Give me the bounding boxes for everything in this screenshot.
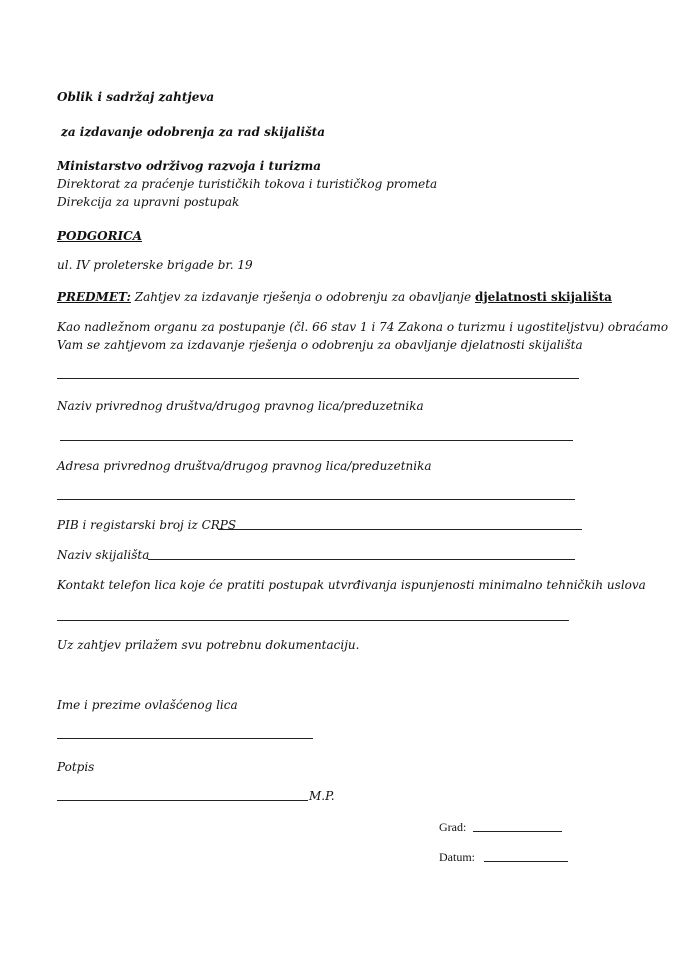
subject-label: PREDMET: xyxy=(57,290,131,304)
ski-resort-label: Naziv skijališta xyxy=(57,548,150,562)
pib-field[interactable] xyxy=(218,529,582,530)
form-title: Oblik i sadržaj zahtjeva xyxy=(57,90,215,104)
contact-label: Kontakt telefon lica koje će pratiti postupak utvrđivanja ispunjenosti minimalno tehničkih uslova xyxy=(57,578,646,592)
date-label: Datum: xyxy=(439,850,475,864)
ministry-name: Ministarstvo održivog razvoja i turizma xyxy=(57,159,321,173)
directorate-name: Direktorat za praćenje turističkih tokova i turističkog prometa xyxy=(57,177,438,191)
company-address-field[interactable] xyxy=(57,499,575,500)
street-address: ul. IV proleterske brigade br. 19 xyxy=(57,258,253,272)
intro-line-1: Kao nadležnom organu za postupanje (čl. 66 stav 1 i 74 Zakona o turizmu i ugostiteljstvu) obraćamo xyxy=(57,320,669,334)
department-name: Direkcija za upravni postupak xyxy=(57,195,240,209)
signature-field[interactable] xyxy=(57,800,308,801)
subject-emphasis: djelatnosti skijališta xyxy=(474,290,612,304)
city-field[interactable] xyxy=(473,831,562,832)
signature-label: Potpis xyxy=(57,760,95,774)
ski-resort-field[interactable] xyxy=(148,559,575,560)
city-heading: PODGORICA xyxy=(57,229,143,243)
company-name-label: Naziv privrednog društva/drugog pravnog lica/preduzetnika xyxy=(57,399,424,413)
subject-line xyxy=(57,290,612,304)
form-subtitle: za izdavanje odobrenja za rad skijališta xyxy=(61,125,326,139)
date-field[interactable] xyxy=(484,861,568,862)
company-name-field[interactable] xyxy=(60,440,573,441)
intro-line-2: Vam se zahtjevom za izdavanje rješenja o odobrenju za obavljanje djelatnosti skijališta xyxy=(57,338,583,352)
company-address-label: Adresa privrednog društva/drugog pravnog lica/preduzetnika xyxy=(57,459,432,473)
city-label: Grad: xyxy=(439,820,467,834)
pib-label: PIB i registarski broj iz CRPS xyxy=(57,518,237,532)
subject-text: Zahtjev za izdavanje rješenja o odobrenju za obavljanje xyxy=(134,290,472,304)
authorized-person-field[interactable] xyxy=(57,738,313,739)
intro-blank-line[interactable] xyxy=(57,378,579,379)
contact-field[interactable] xyxy=(57,620,569,621)
stamp-label: M.P. xyxy=(309,789,335,803)
authorized-person-label: Ime i prezime ovlašćenog lica xyxy=(57,698,238,712)
attachment-note: Uz zahtjev prilažem svu potrebnu dokumentaciju. xyxy=(57,638,360,652)
